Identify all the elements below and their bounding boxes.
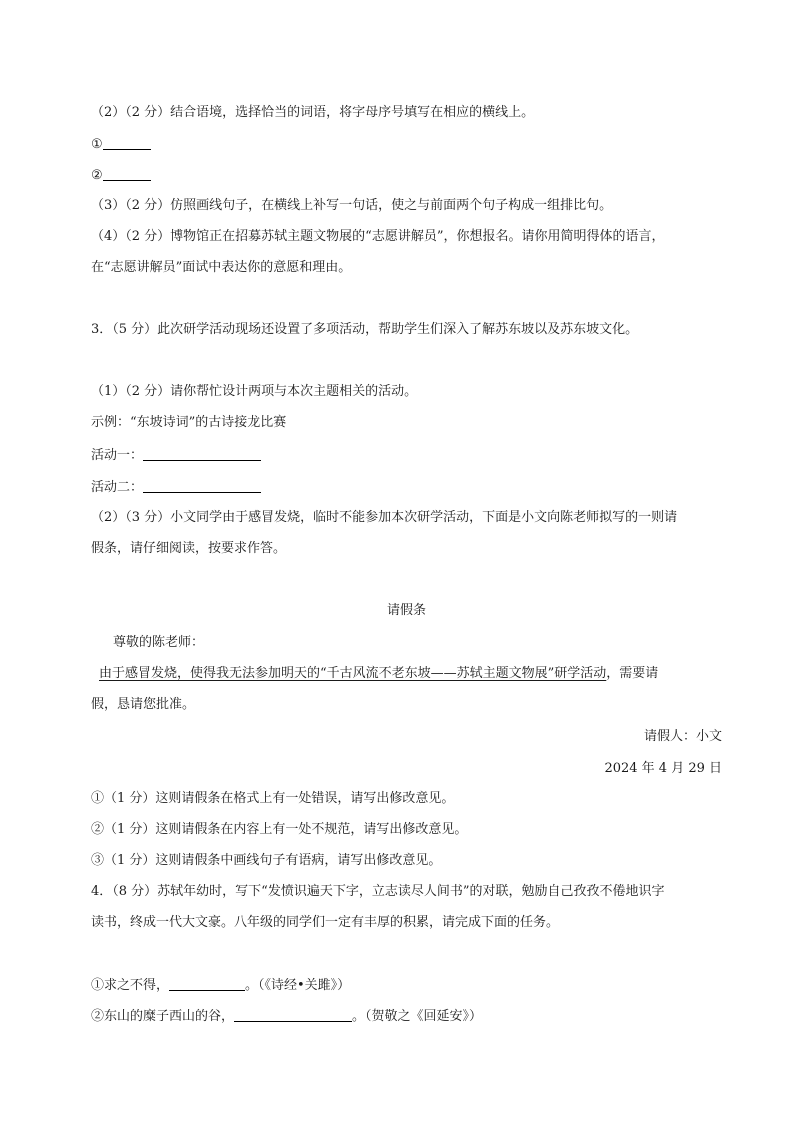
q4-fill2 [91,1007,482,1026]
q3-sub1: （1）（2 分）请你帮忙设计两项与本次主题相关的活动。 [91,384,418,399]
fill1-suffix: 。（《诗经•关雎》） [245,978,351,993]
fill2-prefix: ②东山的糜子西山的谷， [91,1009,235,1024]
q2-blank2 [91,166,151,185]
q2-blank1 [91,135,151,154]
q3-sub2-line1: （2）（3 分）小文同学由于感冒发烧，临时不能参加本次研学活动，下面是小文向陈老师拟写的一则请 [91,510,678,525]
activity2-label: 活动二： [91,480,144,495]
q4-intro-line1: 4．（8 分）苏轼年幼时，写下“发愤识遍天下字，立志读尽人间书”的对联，勉励自己孜孜不倦地识字 [91,884,665,899]
note-body-line1 [99,665,658,683]
note-underlined-sentence: 由于感冒发烧，使得我无法参加明天的“千古风流不老东坡——苏轼主题文物展”研学活动 [99,666,607,681]
fill2-suffix: 。（贺敬之《回延安》） [352,1009,483,1024]
note-body-rest: ，需要请 [606,666,659,681]
q2-sub3: （3）（2 分）仿照画线句子，在横线上补写一句话，使之与前面两个句子构成一组排比句。 [91,198,613,213]
q2-sub2: （2）（2 分）结合语境，选择恰当的词语，将字母序号填写在相应的横线上。 [91,105,535,120]
activity2-blank[interactable] [143,478,261,493]
note-body-line2: 假，恳请您批准。 [91,697,196,712]
q3-example: 示例：“东坡诗词”的古诗接龙比赛 [91,415,287,430]
answer-blank-1[interactable] [103,135,151,150]
q2-sub4-line1: （4）（2 分）博物馆正在招募苏轼主题文物展的“志愿讲解员”，你想报名。请你用简明得体的语言， [91,229,665,244]
q3-intro: 3．（5 分）此次研学活动现场还设置了多项活动，帮助学生们深入了解苏东坡以及苏东坡文化。 [91,322,639,337]
answer-blank-2[interactable] [103,166,151,181]
q3-item1: ①（1 分）这则请假条在格式上有一处错误，请写出修改意见。 [91,791,455,806]
note-salutation: 尊敬的陈老师： [113,635,205,650]
q3-activity1 [91,446,261,465]
activity1-blank[interactable] [143,446,261,461]
fill1-prefix: ①求之不得， [91,978,170,993]
activity1-label: 活动一： [91,448,144,463]
note-title: 请假条 [387,603,427,618]
note-signer: 请假人：小文 [643,729,722,744]
q3-activity2 [91,478,261,497]
q4-fill1 [91,976,350,995]
blank1-number: ① [91,137,103,152]
q2-sub4-line2: 在“志愿讲解员”面试中表达你的意愿和理由。 [91,260,352,275]
q3-item3: ③（1 分）这则请假条中画线句子有语病，请写出修改意见。 [91,853,442,868]
blank2-number: ② [91,168,103,183]
note-date: 2024 年 4 月 29 日 [604,761,722,776]
q3-item2: ②（1 分）这则请假条在内容上有一处不规范，请写出修改意见。 [91,822,468,837]
q4-intro-line2: 读书，终成一代大文豪。八年级的同学们一定有丰厚的积累，请完成下面的任务。 [91,915,560,930]
q3-sub2-line2: 假条，请仔细阅读，按要求作答。 [91,541,287,556]
fill2-blank[interactable] [234,1007,352,1022]
fill1-blank[interactable] [169,976,245,991]
